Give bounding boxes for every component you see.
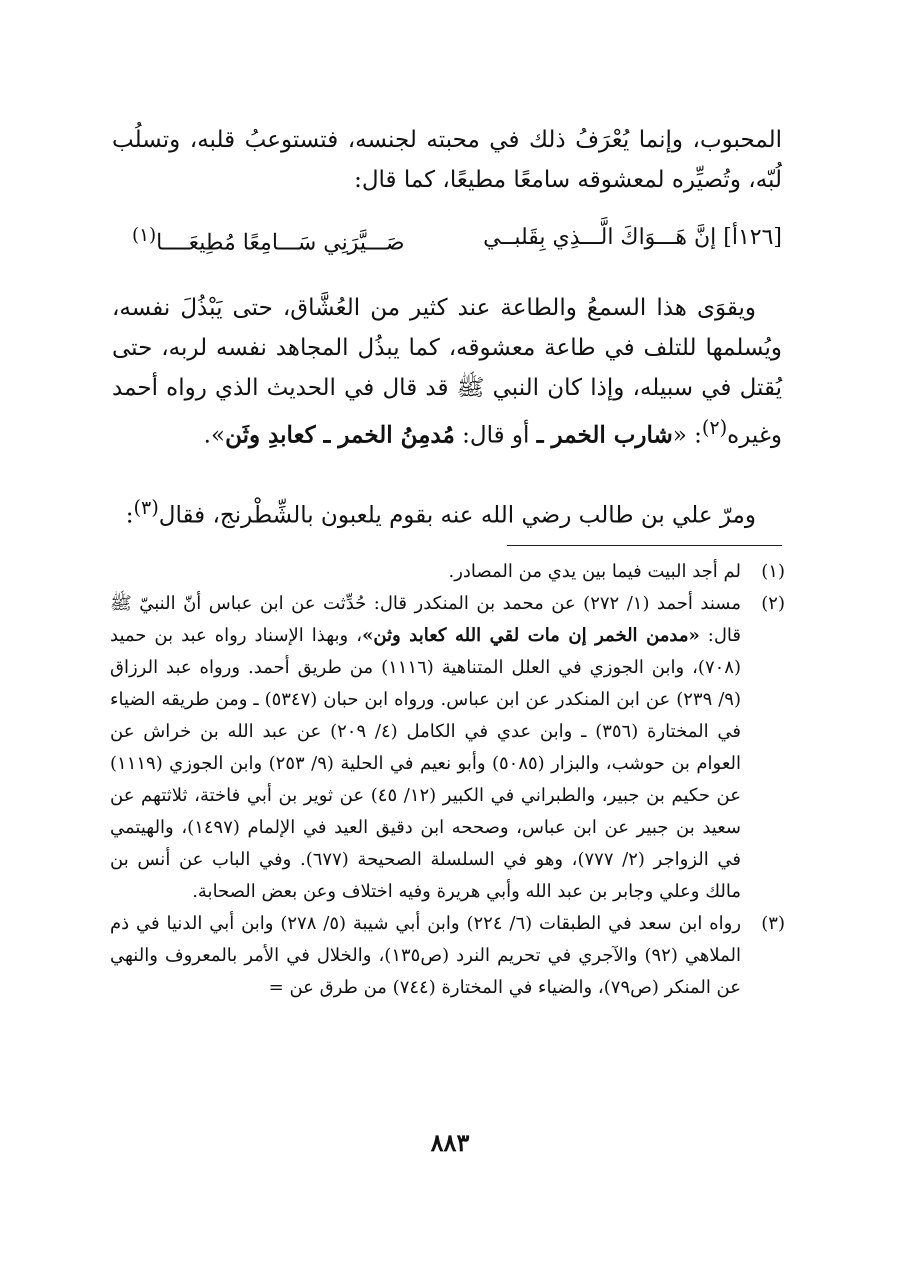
footnote-number: (١) bbox=[761, 561, 785, 582]
footnote-ref-2: (٢) bbox=[701, 416, 728, 439]
footnote-text: رواه ابن سعد في الطبقات (٦/ ٢٢٤) وابن أبي شيبة (٥/ ٢٧٨) وابن أبي الدنيا في ذم الملاهي (٩٢) والآجري في تحريم النرد (ص١٣٥)، والخلال في الأمر بالمعروف والنهي عن المنكر (ص٧٩)، والضياء في المختارة (٧٤٤) من طرق عن = bbox=[110, 913, 742, 998]
footnote-separator bbox=[507, 545, 782, 546]
paragraph-1 bbox=[112, 120, 782, 200]
footnote-2-text-after: ، وبهذا الإسناد رواه عبد بن حميد (٧٠٨)، وابن الجوزي في العلل المتناهية (١١١٦) من طريق أحمد. ورواه عبد الرزاق (٩/ ٢٣٩) عن ابن المنكدر عن ابن عباس. ورواه ابن حبان (٥٣٤٧) ـ ومن طريقه الضياء في المختارة (٣٥٦) ـ وابن عدي في الكامل (٤/ ٢٠٩) عن عبد الله بن خراش عن العوام بن حوشب، والبزار (٥٠٨٥) وأبو نعيم في الحلية (٩/ ٢٥٣) وابن الجوزي (١١١٩) عن حكيم بن جبير، والطبراني في الكبير (١٢/ ٤٥) عن ثوير بن أبي فاختة، ثلاثتهم عن سعيد بن جبير عن ابن عباس، وصححه ابن دقيق العيد في الإلمام (١٤٩٧)، والهيتمي في الزواجر (٢/ ٧٧٧)، وهو في السلسلة الصحيحة (٦٧٧). وفي الباب عن أنس بن مالك وعلي وجابر بن عبد الله وأبي هريرة وفيه اختلاف وعن بعض الصحابة. bbox=[110, 625, 741, 902]
poem-line-number: [١٢٦أ] bbox=[723, 225, 782, 250]
poem-hemistich-1-text: إنَّ هَـــوَاكَ الَّـــذِي بِقَلبــي bbox=[483, 225, 717, 250]
footnote-2-text-before: مسند أحمد (١/ ٢٧٢) عن محمد بن المنكدر قال: حُدِّثت عن ابن عباس أنّ النبيّ ﷺ قال: bbox=[110, 593, 742, 646]
hadith-quote-part-2: مُدمِنُ الخمر ـ كعابدِ وثَن bbox=[225, 421, 455, 449]
paragraph-3 bbox=[112, 488, 782, 536]
page-number: ٨٨٣ bbox=[430, 1128, 470, 1157]
footnote-2 bbox=[110, 588, 785, 908]
paragraph-3-text: ومرّ علي بن طالب رضي الله عنه بقوم يلعبون بالشِّطْرنج، فقال bbox=[158, 502, 756, 529]
hadith-quote-part-1: شارب الخمر ـ bbox=[536, 421, 673, 449]
poem-hemistich-2-text: صَـــيَّرَنِي سَـــامِعًا مُطِيعَــــا bbox=[156, 230, 405, 256]
footnote-number: (٢) bbox=[761, 593, 785, 614]
footnote-ref-3: (٣) bbox=[133, 496, 159, 519]
poem-hemistich-1 bbox=[483, 225, 782, 250]
footnote-3 bbox=[110, 908, 785, 1004]
quote-open: : « bbox=[672, 422, 702, 449]
poem-verse bbox=[112, 225, 782, 261]
footnote-number: (٣) bbox=[761, 913, 785, 934]
paragraph-2-text: ويقوَى هذا السمعُ والطاعة عند كثير من العُشَّاق، حتى يَبْذُلَ نفسه، ويُسلمها للتلف في طاعة معشوقه، كما يبذُل المجاهد نفسه لربه، حتى يُقتل في سبيله، وإذا كان النبي ﷺ قد قال في الحديث الذي رواه أحمد وغيره bbox=[112, 295, 782, 449]
quote-middle: أو قال: bbox=[454, 422, 537, 449]
poem-hemistich-2 bbox=[132, 225, 405, 255]
footnote-2-bold-quote: «مدمن الخمر إن مات لقي الله كعابد وثن» bbox=[362, 625, 700, 646]
footnote-text bbox=[110, 588, 741, 908]
paragraph-1-text: المحبوب، وإنما يُعْرَفُ ذلك في محبته لجنسه، فتستوعبُ قلبه، وتسلُب لُبّه، وتُصيِّره لمعشوقه سامعًا مطيعًا، كما قال: bbox=[112, 127, 782, 193]
footnotes bbox=[110, 556, 785, 1004]
footnote-text: لم أجد البيت فيما بين يدي من المصادر. bbox=[448, 561, 741, 582]
footnote-ref-1: (١) bbox=[132, 225, 157, 246]
paragraph-2 bbox=[112, 288, 782, 456]
footnote-1 bbox=[110, 556, 785, 588]
quote-close: ». bbox=[203, 422, 226, 449]
paragraph-3-suffix: : bbox=[125, 502, 134, 529]
